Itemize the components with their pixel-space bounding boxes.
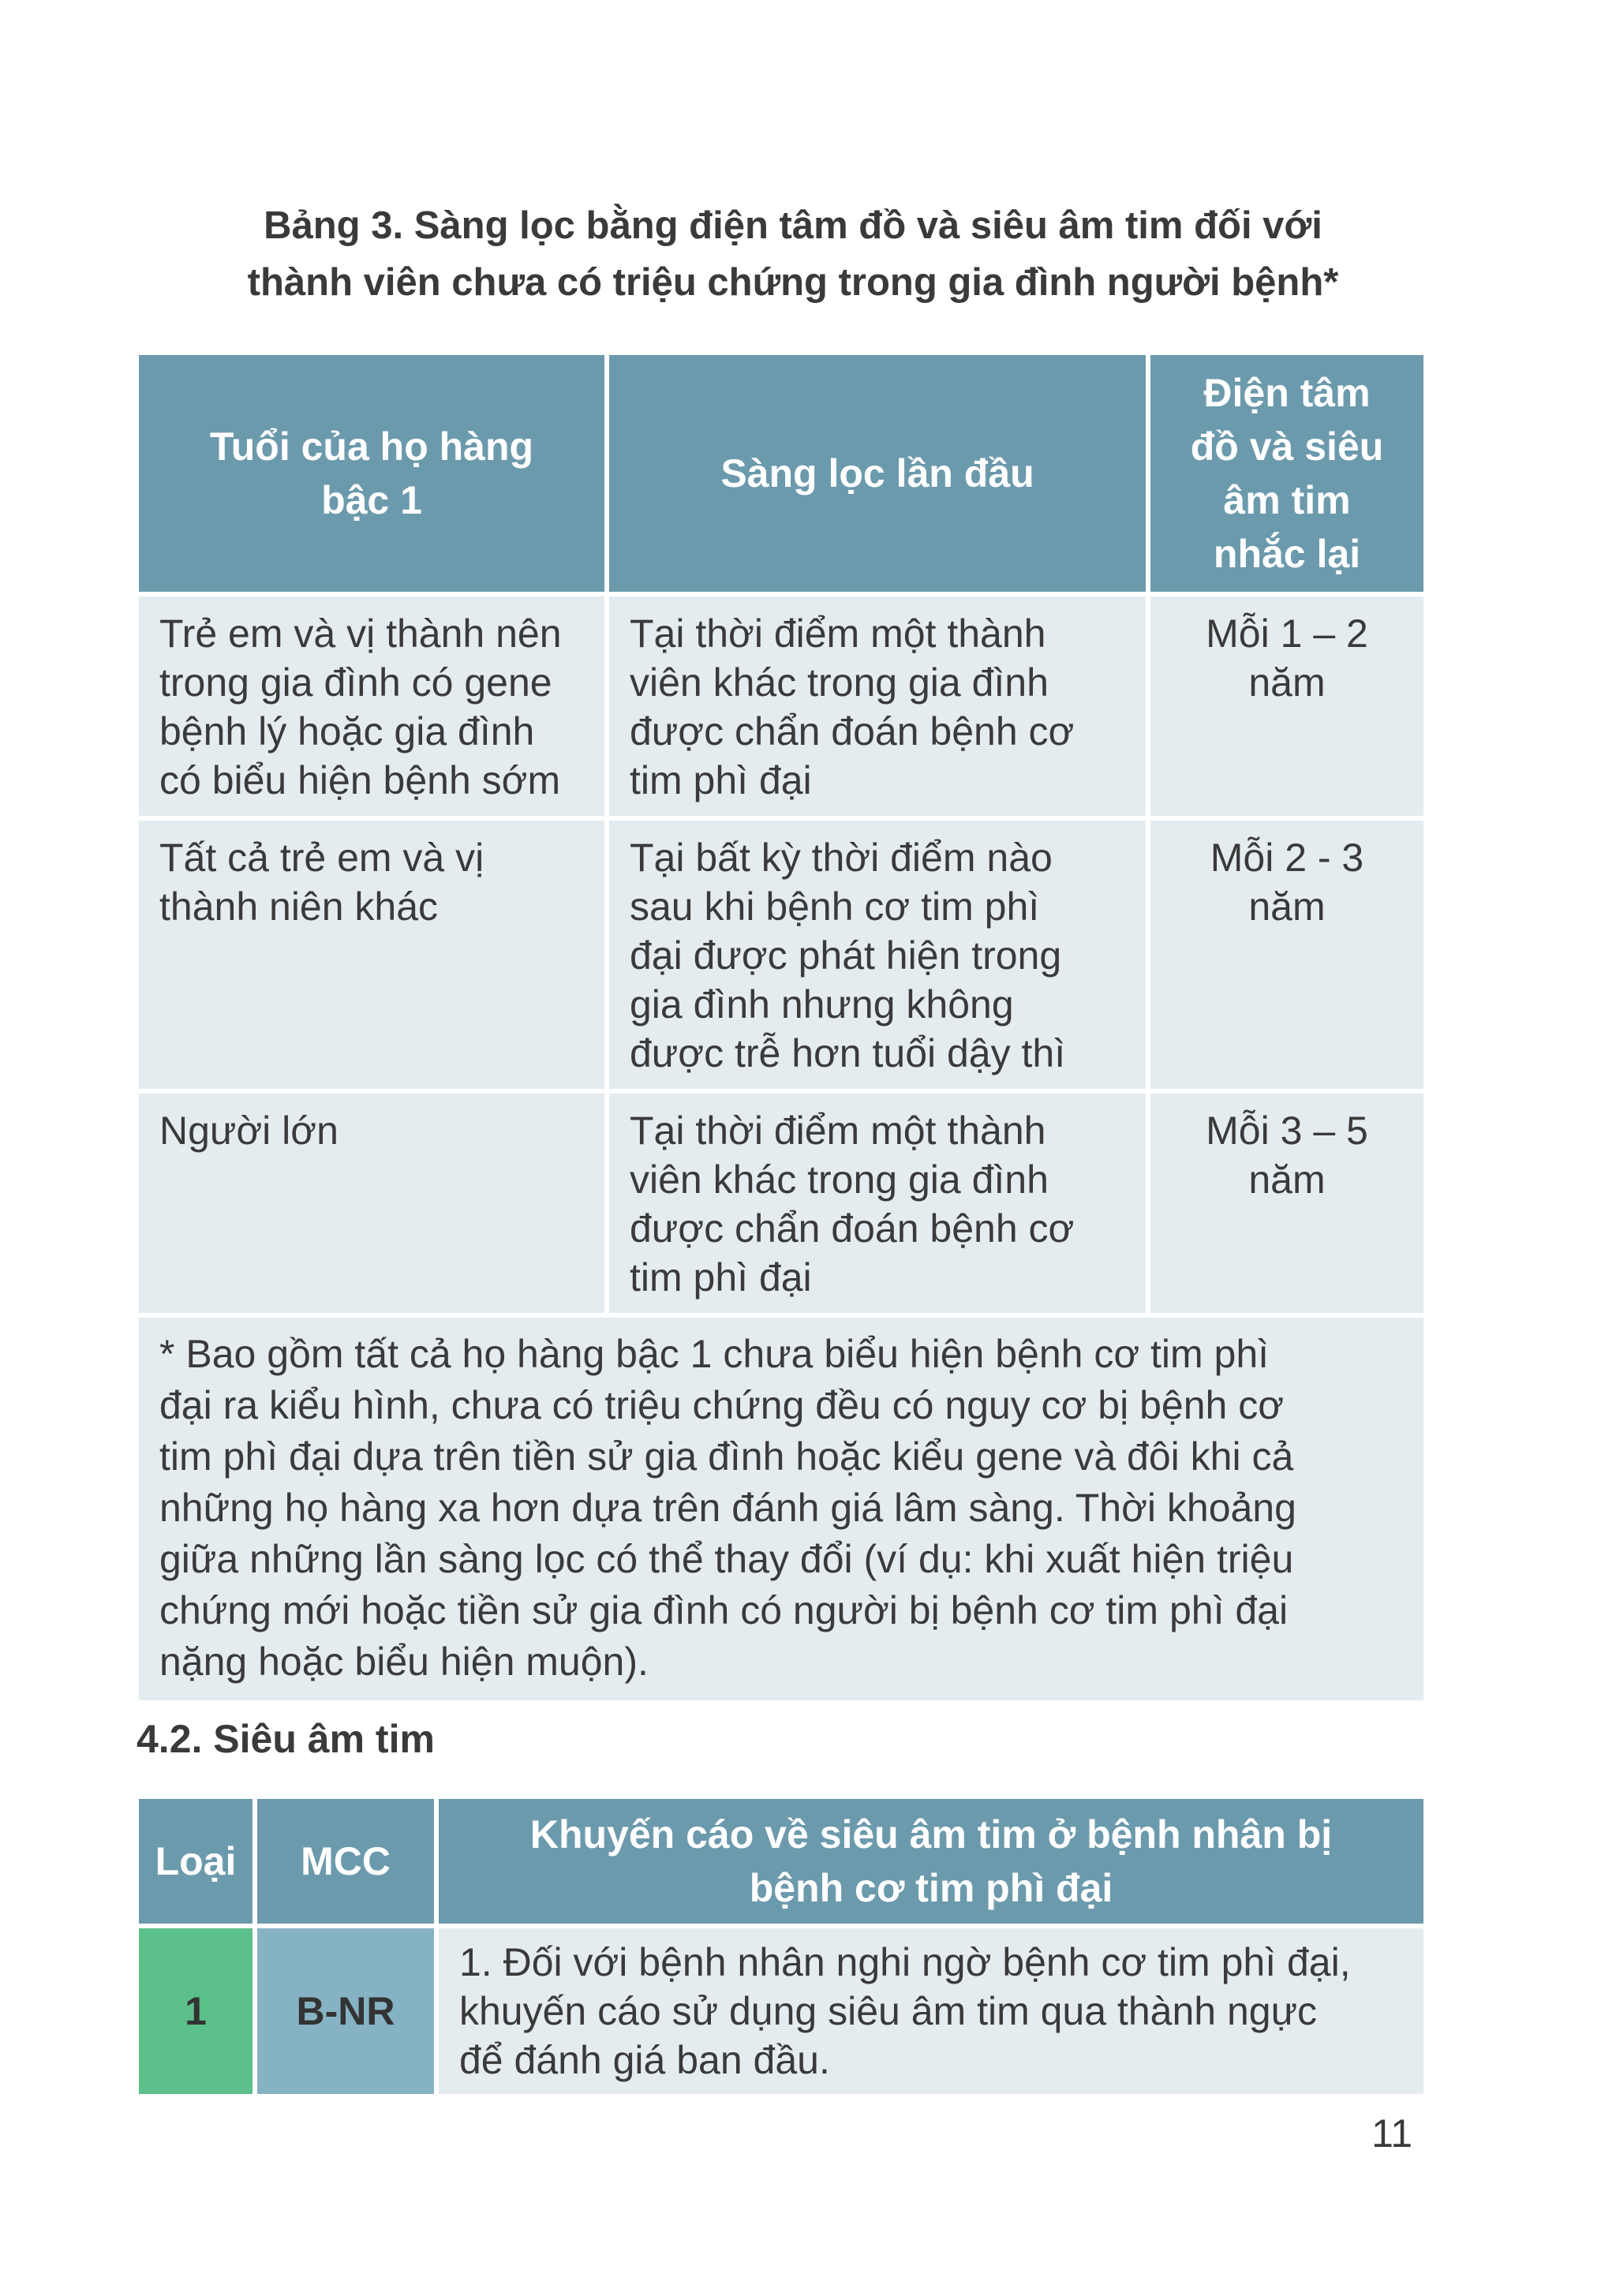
repeat-interval-cell: Mỗi 1 – 2 năm <box>1150 592 1423 816</box>
header-recommendation: Khuyến cáo về siêu âm tim ở bệnh nhân bị bệnh cơ tim phì đại <box>439 1799 1423 1924</box>
age-cell: Trẻ em và vị thành nên trong gia đình có gene bệnh lý hoặc gia đình có biểu hiện bệnh sớm <box>139 592 609 816</box>
table-3-title <box>95 197 1491 311</box>
recommendation-text: 1. Đối với bệnh nhân nghi ngờ bệnh cơ tim phì đại, khuyến cáo sử dụng siêu âm tim qua thành ngực để đánh giá ban đầu. <box>439 1924 1423 2094</box>
header-repeat-screening: Điện tâm đồ và siêu âm tim nhắc lại <box>1150 355 1423 592</box>
table-row <box>139 816 1423 1089</box>
title-line-1: Bảng 3. Sàng lọc bằng điện tâm đồ và siêu âm tim đối với <box>264 204 1322 247</box>
initial-screening-cell: Tại thời điểm một thành viên khác trong gia đình được chẩn đoán bệnh cơ tim phì đại <box>609 1089 1150 1313</box>
header-level-of-evidence: MCC <box>257 1799 439 1924</box>
level-of-evidence-badge: B-NR <box>257 1924 439 2094</box>
repeat-interval-cell: Mỗi 2 - 3 năm <box>1150 816 1423 1089</box>
header-initial-screening: Sàng lọc lần đầu <box>609 355 1150 592</box>
repeat-interval-cell: Mỗi 3 – 5 năm <box>1150 1089 1423 1313</box>
table-row <box>139 592 1423 816</box>
title-line-2: thành viên chưa có triệu chứng trong gia đình người bệnh* <box>247 261 1339 304</box>
echocardiography-recommendation-table <box>139 1799 1423 2094</box>
table-footnote-row <box>139 1313 1423 1700</box>
header-age: Tuổi của họ hàng bậc 1 <box>139 355 609 592</box>
section-heading: 4.2. Siêu âm tim <box>137 1717 435 1761</box>
recommendation-class-badge: 1 <box>139 1924 257 2094</box>
recommendation-table-header <box>139 1799 1423 1924</box>
header-class: Loại <box>139 1799 257 1924</box>
age-cell: Tất cả trẻ em và vị thành niên khác <box>139 816 609 1089</box>
page-number: 11 <box>1371 2111 1412 2156</box>
table-footnote: * Bao gồm tất cả họ hàng bậc 1 chưa biểu hiện bệnh cơ tim phì đại ra kiểu hình, chưa có triệu chứng đều có nguy cơ bị bệnh cơ tim phì đại dựa trên tiền sử gia đình hoặc kiểu gene và đôi khi cả những họ hàng xa hơn dựa trên đánh giá lâm sàng. Thời khoảng giữa những lần sàng lọc có thể thay đổi (ví dụ: khi xuất hiện triệu chứng mới hoặc tiền sử gia đình có người bị bệnh cơ tim phì đại nặng hoặc biểu hiện muộn). <box>139 1313 1423 1700</box>
screening-table-header <box>139 355 1423 592</box>
age-cell: Người lớn <box>139 1089 609 1313</box>
table-row <box>139 1924 1423 2094</box>
screening-table <box>139 355 1423 1700</box>
table-row <box>139 1089 1423 1313</box>
initial-screening-cell: Tại thời điểm một thành viên khác trong gia đình được chẩn đoán bệnh cơ tim phì đại <box>609 592 1150 816</box>
initial-screening-cell: Tại bất kỳ thời điểm nào sau khi bệnh cơ tim phì đại được phát hiện trong gia đình nhưng không được trễ hơn tuổi dậy thì <box>609 816 1150 1089</box>
